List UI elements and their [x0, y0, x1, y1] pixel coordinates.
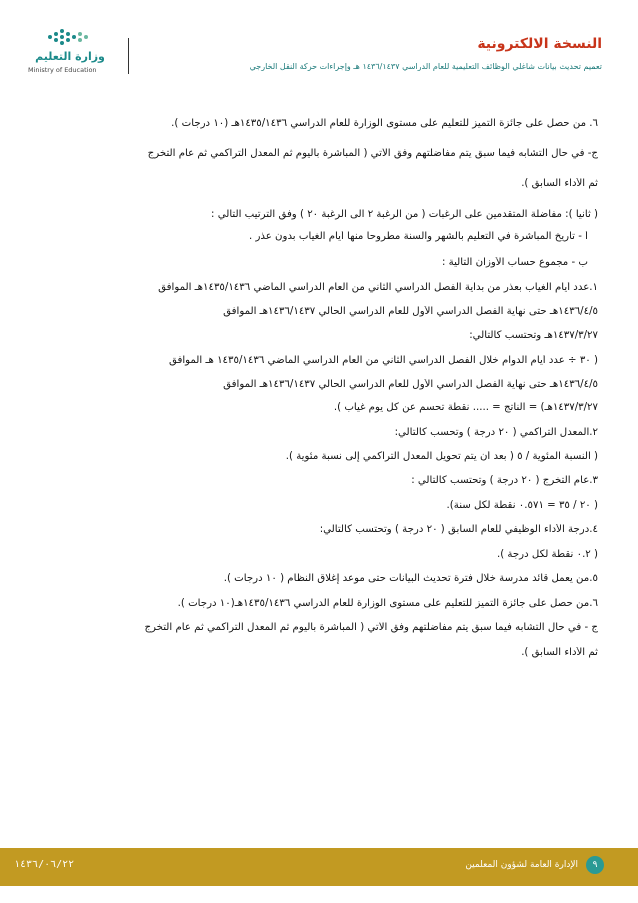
text-line: ٤.درجة الأداء الوظيفي للعام السابق ( ٢٠ درجة ) وتحتسب كالتالي:: [319, 524, 598, 535]
page-number-badge: ٩: [586, 856, 604, 874]
text-line: ( النسبة المئوية / ٥ ( بعد أن يتم تحويل المعدل التراكمي إلى نسبة مئوية ).: [285, 451, 598, 462]
ministry-logo-icon: [40, 26, 100, 48]
text-line: ( ٢٠ / ٣٥ = ٠.٥٧١ نقطة لكل سنة).: [446, 500, 598, 511]
text-line: ثم الأداء السابق ).: [521, 178, 598, 189]
text-line: ٥.من يعمل قائد مدرسة خلال فترة تحديث البيانات حتى موعد إغلاق النظام ( ١٠ درجات ).: [223, 573, 598, 584]
footer-department: الإدارة العامة لشؤون المعلمين: [465, 860, 578, 870]
text-line: ٦. من حصل على جائزة التميز للتعليم على مستوى الوزارة للعام الدراسي ١٤٣٥/١٤٣٦هـ (١٠ درجات ).: [171, 118, 598, 129]
text-line: ثم الأداء السابق ).: [521, 647, 598, 658]
ministry-name-en: Ministry of Education: [28, 66, 97, 74]
document-subtitle: تعميم تحديث بيانات شاغلي الوظائف التعليمية للعام الدراسي ١٤٣٦/١٤٣٧ هـ وإجراءات حركة النقل الخارجي: [249, 62, 602, 71]
text-line: ( ٣٠ ÷ عدد أيام الدوام خلال الفصل الدراسي الثاني من العام الدراسي الماضي ١٤٣٥/١٤٣٦ هـ الموافق: [168, 355, 598, 366]
text-line: ١٤٣٦/٤/٥هـ حتى نهاية الفصل الدراسي الأول للعام الدراسي الحالي ١٤٣٦/١٤٣٧هـ الموافق: [223, 379, 598, 390]
text-line: أ - تاريخ المباشرة في التعليم بالشهر والسنة مطروحاً منها أيام الغياب بدون عذر .: [249, 231, 588, 242]
text-line: ج - في حال التشابه فيما سبق يتم مفاضلتهم وفق الآتي ( المباشرة باليوم ثم المعدل التراكمي ثم عام التخرج: [144, 622, 598, 633]
document-title: النسخة الالكترونية: [477, 36, 602, 52]
text-line: ١٤٣٦/٤/٥هـ حتى نهاية الفصل الدراسي الأول للعام الدراسي الحالي ١٤٣٦/١٤٣٧هـ الموافق: [223, 306, 598, 317]
page-footer: [0, 848, 638, 886]
page-header: [0, 0, 638, 90]
ministry-name: وزارة التعليم: [35, 50, 105, 63]
text-line: ١٤٣٧/٣/٢٧هـ) = الناتج = ..... نقطة تحسم عن كل يوم غياب ).: [333, 402, 598, 413]
footer-date: ١٤٣٦/٠٦/٢٢: [14, 859, 75, 870]
text-line: ج- في حال التشابه فيما سبق يتم مفاضلتهم وفق الآتي ( المباشرة باليوم ثم المعدل التراكمي ثم عام التخرج: [147, 148, 598, 159]
text-line: ٦.من حصل على جائزة التميز للتعليم على مستوى الوزارة للعام الدراسي ١٤٣٥/١٤٣٦هـ(١٠ درجات ).: [177, 598, 598, 609]
text-line: ٢.المعدل التراكمي ( ٢٠ درجة ) وتحسب كالتالي:: [394, 427, 598, 438]
ministry-logo: [14, 26, 124, 76]
text-line: ١.عدد أيام الغياب بعذر من بداية الفصل الدراسي الثاني من العام الدراسي الماضي ١٤٣٥/١٤٣٦هـ الموافق: [158, 282, 598, 293]
text-line: ( ٠.٢ نقطة لكل درجة ).: [496, 549, 598, 560]
text-line: ب - مجموع حساب الأوزان التالية :: [441, 257, 588, 268]
text-line: ٣.عام التخرج ( ٢٠ درجة ) وتحتسب كالتالي :: [411, 475, 598, 486]
text-line: ( ثانياً ): مفاضلة المتقدمين على الرغبات ( من الرغبة ٢ الى الرغبة ٢٠ ) وفق الترتيب التالي :: [211, 209, 598, 220]
text-line: ١٤٣٧/٣/٢٧هـ وتحتسب كالتالي:: [469, 330, 598, 341]
